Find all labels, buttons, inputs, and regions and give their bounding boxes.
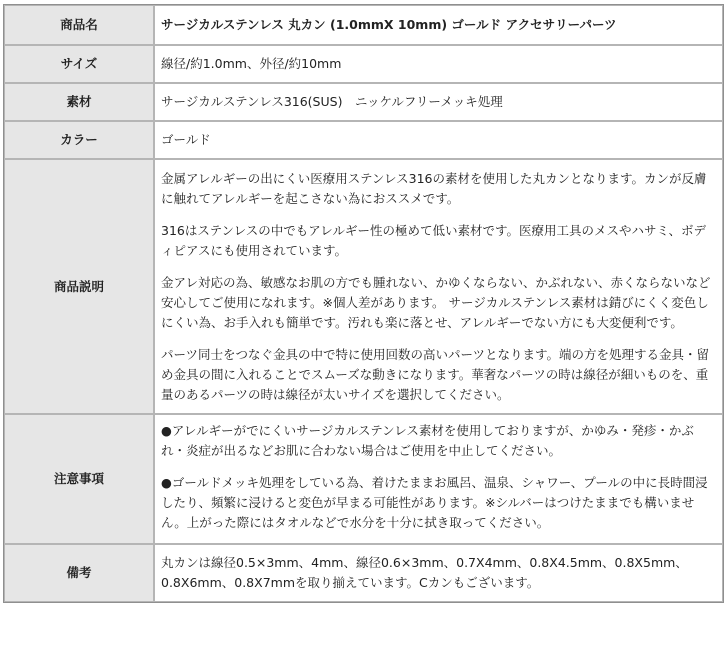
value-product-name: サージカルステンレス 丸カン (1.0mmX 10mm) ゴールド アクセサリーパーツ — [154, 5, 723, 45]
description-paragraph: 316はステンレスの中でもアレルギー性の極めて低い素材です。医療用工具のメスやハサミ、ボディピアスにも使用されています。 — [161, 223, 706, 258]
label-size: サイズ — [4, 45, 154, 83]
description-paragraph: 金アレ対応の為、敏感なお肌の方でも腫れない、かゆくならない、かぶれない、赤くならないなど安心してご使用になれます。※個人差があります。 サージカルステンレス素材は錆びにくく変色しにくい為、お手入れも簡単です。汚れも楽に落とせ、アレルギーでない方にも大変便利です。 — [161, 275, 711, 330]
value-description — [154, 159, 723, 414]
row-remarks — [4, 544, 723, 602]
row-color — [4, 121, 723, 159]
row-product-name — [4, 5, 723, 45]
label-material: 素材 — [4, 83, 154, 121]
value-size: 線径/約1.0mm、外径/約10mm — [154, 45, 723, 83]
label-remarks: 備考 — [4, 544, 154, 602]
notes-paragraph: ●ゴールドメッキ処理をしている為、着けたままお風呂、温泉、シャワー、プールの中に長時間浸したり、頻繁に浸けると変色が早まる可能性があります。※シルバーはつけたままでも構いません。上がった際にはタオルなどで水分を十分に拭き取ってください。 — [161, 475, 708, 530]
value-color: ゴールド — [154, 121, 723, 159]
product-spec-table — [3, 4, 724, 603]
row-size — [4, 45, 723, 83]
value-material: サージカルステンレス316(SUS) ニッケルフリーメッキ処理 — [154, 83, 723, 121]
label-product-name: 商品名 — [4, 5, 154, 45]
notes-paragraph: ●アレルギーがでにくいサージカルステンレス素材を使用しておりますが、かゆみ・発疹・かぶれ・炎症が出るなどお肌に合わない場合はご使用を中止してください。 — [161, 423, 694, 458]
value-notes — [154, 414, 723, 544]
label-description: 商品説明 — [4, 159, 154, 414]
row-description — [4, 159, 723, 414]
value-remarks: 丸カンは線径0.5×3mm、4mm、線径0.6×3mm、0.7X4mm、0.8X4.5mm、0.8X5mm、0.8X6mm、0.8X7mmを取り揃えています。Cカンもございます。 — [154, 544, 723, 602]
row-notes — [4, 414, 723, 544]
label-notes: 注意事項 — [4, 414, 154, 544]
row-material — [4, 83, 723, 121]
description-paragraph: パーツ同士をつなぐ金具の中で特に使用回数の高いパーツとなります。端の方を処理する金具・留め金具の間に入れることでスムーズな動きになります。華奢なパーツの時は線径が細いものを、重量のあるパーツの時は線径が太いサイズを選択してください。 — [161, 347, 710, 402]
description-paragraph: 金属アレルギーの出にくい医療用ステンレス316の素材を使用した丸カンとなります。カンが反膚に触れてアレルギーを起こさない為におススメです。 — [161, 171, 707, 206]
label-color: カラー — [4, 121, 154, 159]
